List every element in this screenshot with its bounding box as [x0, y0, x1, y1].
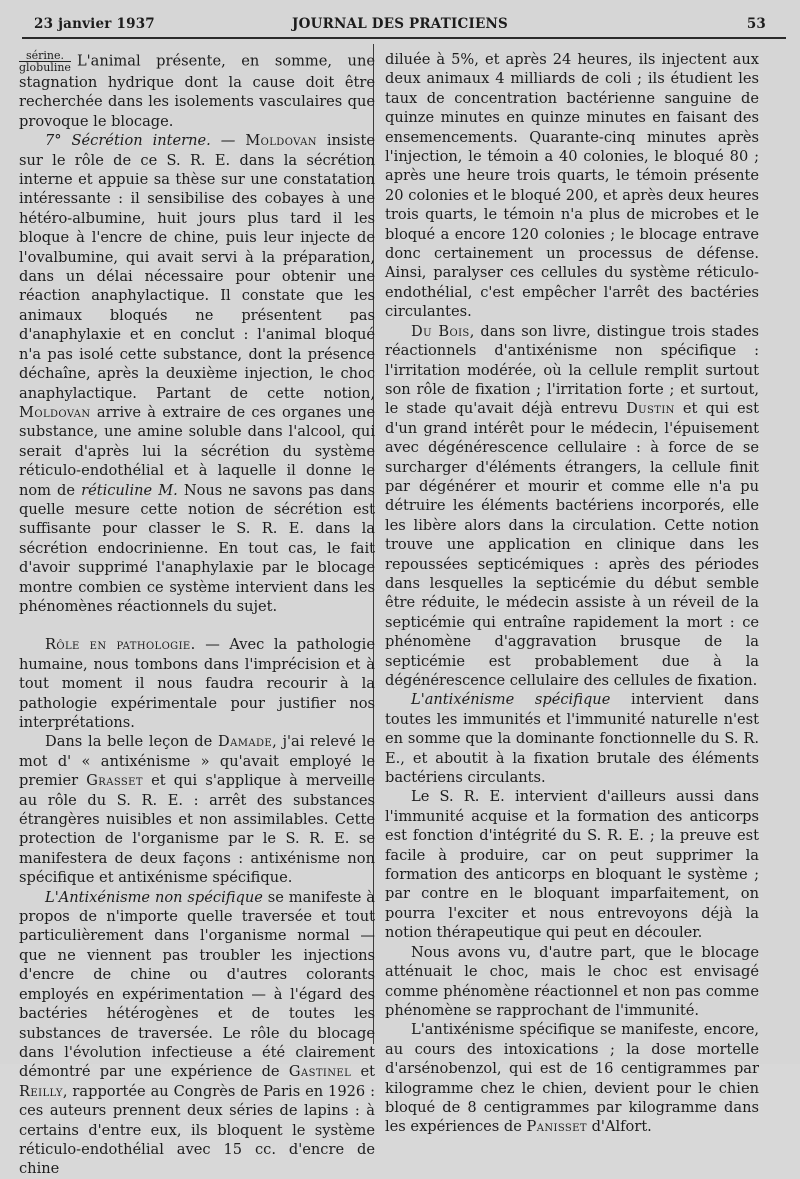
section-heading: L'Antixénisme non spécifique — [45, 888, 263, 906]
paragraph-immunite-acquise: Le S. R. E. intervient d'ailleurs aussi dans l'immunité acquise et la formation des anticorps est fonction d'intégrité du S. R. E. ; la preuve est facile à produire, car on peut supprimer la formation des anticorps en bloquant le système ; par contre en le bloquant imparfaitement, on pourra l'exciter et nous entrevoyons déjà la notion thérapeutique qui peut en découler. — [385, 788, 759, 942]
author-name: Dustin — [626, 400, 675, 418]
author-name: Moldovan — [245, 132, 317, 150]
author-name: Reilly — [19, 1082, 63, 1100]
paragraph-secretion-interne: 7° Sécrétion interne. — Moldovan insiste sur le rôle de ce S. R. E. dans la sécrétion interne et appuie sa thèse sur une constatation intéressante : il sensibilise des cobayes à une hétéro-albumine, huit jours plus tard il les bloque à l'encre de chine, puis leur injecte de l'ovalbumine, qui avait servi à la préparation, dans un délai nécessaire pour obtenir une réaction anaphylactique. Il constate que les animaux bloqués ne présentent pas d'anaphylaxie et en conclut : l'animal bloqué n'a pas isolé cette substance, dont la présence déchaîne, après la deuxième injection, le choc anaphylactique. Partant de cette notion, Moldovan arrive à extraire de ces organes une substance, une amine soluble dans l'alcool, qui serait d'après lui la sécrétion du système réticulo-endothélial et à laquelle il donne le nom de réticuline M. Nous ne savons pas dans quelle mesure cette notion de sécrétion est suffisante pour classer le S. R. E. dans la sécrétion endocrinienne. En tout cas, le fait d'avoir supprimé l'anaphylaxie par le blocage montre combien ce système intervient dans les phénomènes réactionnels du sujet. — [19, 132, 376, 615]
running-header — [34, 14, 766, 36]
paragraph-du-bois: Du Bois, dans son livre, distingue trois stades réactionnels d'antixénisme non spécifique : l'irritation modérée, où la cellule remplit surtout son rôle de fixation ; l'irritation forte ; et surtout, le stade qu'avait déjà entrevu Dustin et qui est d'un grand intérêt pour le médecin, l'épuisement avec dégénérescence cellulaire : à force de se surcharger d'éléments étrangers, la cellule finit par dégénérer et mourir et comme elle n'a pu détruire les éléments bactériens incorporés, elle les libère alors dans la circulation. Cette notion trouve une application en clinique dans les repoussées septicémiques : après des périodes dans lesquelles la septicémie du début semble être réduite, le médecin assiste à un réveil de la septicémie qui entraîne rapidement la mort : ce phénomène d'aggravation brusque de la septicémie est probablement due à la dégénérescence cellulaire des cellules de fixation. — [385, 322, 759, 689]
author-name: Gastinel — [288, 1063, 352, 1081]
paragraph-choc: Nous avons vu, d'autre part, que le blocage atténuait le choc, mais le choc est envisagé comme phénomène réactionnel et non pas comme phénomène se rapprochant de l'immunité. — [385, 943, 759, 1019]
paragraph-antixenisme-non-specifique: L'Antixénisme non spécifique se manifeste à propos de n'importe quelle traversée et tout particulièrement dans l'organisme normal — que ne viennent pas troubler les injections d'encre de chine ou d'autres colorants employés en expérimentation — à l'égard des bactéries hétérogènes et de toutes les substances de traversée. Le rôle du blocage dans l'évolution infectieuse a été clairement démontré par une expérience de Gastinel et Reilly, rapportée au Congrès de Paris en 1926 : ces auteurs prennent deux séries de lapins : à certains d'entre eux, ils bloquent le système réticulo-endothélial avec 15 cc. d'encre de chine — [19, 888, 376, 1178]
left-column — [19, 50, 375, 1179]
section-heading: L'antixénisme spécifique — [411, 691, 611, 709]
paragraph-antixenisme: Dans la belle leçon de Damade, j'ai relevé le mot d' « antixénisme » qu'avait employé le premier Grasset et qui s'applique à merveille au rôle du S. R. E. : arrêt des substances étrangères nuisibles et non assimilables. Cette protection de l'organisme par le S. R. E. se manifestera de deux façons : antixénisme non spécifique et antixénisme spécifique. — [19, 733, 375, 887]
author-name: Moldovan — [19, 403, 91, 421]
section-heading: 7° Sécrétion interne. — — [45, 132, 236, 150]
author-name: Panisset — [526, 1118, 587, 1136]
paragraph-antixenisme-specifique: L'antixénisme spécifique intervient dans toutes les immunités et l'immunité naturelle n'est en somme que la dominante fonctionnelle du S. R. E., et aboutit à la fixation brutale des éléments bactériens circulants. — [385, 691, 759, 787]
term-reticuline: réticuline M. — [81, 481, 178, 499]
author-name: Du Bois — [411, 322, 470, 340]
paragraph-role-pathologie: Rôle en pathologie. — Avec la pathologie humaine, nous tombons dans l'imprécision et à tout moment il nous faudra recourir à la pathologie expérimentale pour justifier nos interprétations. — [19, 636, 375, 731]
paragraph-intoxications: L'antixénisme spécifique se manifeste, encore, au cours des intoxications ; la dose mortelle d'arsénobenzol, qui est de 16 centigrammes par kilogramme chez le chien, devient pour le chien bloqué de 8 centigrammes par kilogramme dans les expériences de Panisset d'Alfort. — [385, 1021, 759, 1136]
author-name: Damade — [218, 733, 273, 751]
author-name: Grasset — [86, 772, 143, 790]
fraction-serine-globuline: $\frac{\text{sérine.}}{\text{globuline}}$ — [19, 49, 71, 74]
paragraph-experience-coli: diluée à 5%, et après 24 heures, ils injectent aux deux animaux 4 milliards de coli ; ils étudient les taux de concentration bactérienne sanguine de quinze minutes en quinze minutes en faisant des ensemencements. Quarante-cinq minutes après l'injection, le témoin a 40 colonies, le bloqué 80 ; après une heure trois quarts, le témoin présente 20 colonies et le bloqué 200, et après deux heures trois quarts, le témoin n'a plus de microbes et le bloqué a encore 120 colonies ; le blocage entrave donc certainement un processus de défense. Ainsi, paralyser ces cellules du système réticulo-endothélial, c'est empêcher l'arrêt des bactéries circulantes. — [385, 51, 759, 321]
right-column — [385, 50, 759, 1137]
paragraph-stagnation: $\frac{\text{sérine.}}{\text{globuline}}$ L'animal présente, en somme, une stagnation hydrique dont la cause doit être recherchée dans les isolements vasculaires que provoque le blocage. — [19, 49, 375, 130]
header-date: 23 janvier 1937 — [34, 16, 155, 32]
header-rule — [22, 37, 786, 39]
header-page-number: 53 — [746, 16, 766, 32]
section-heading: Rôle en pathologie. — [45, 636, 196, 654]
header-journal-title: JOURNAL DES PRATICIENS — [292, 16, 508, 32]
